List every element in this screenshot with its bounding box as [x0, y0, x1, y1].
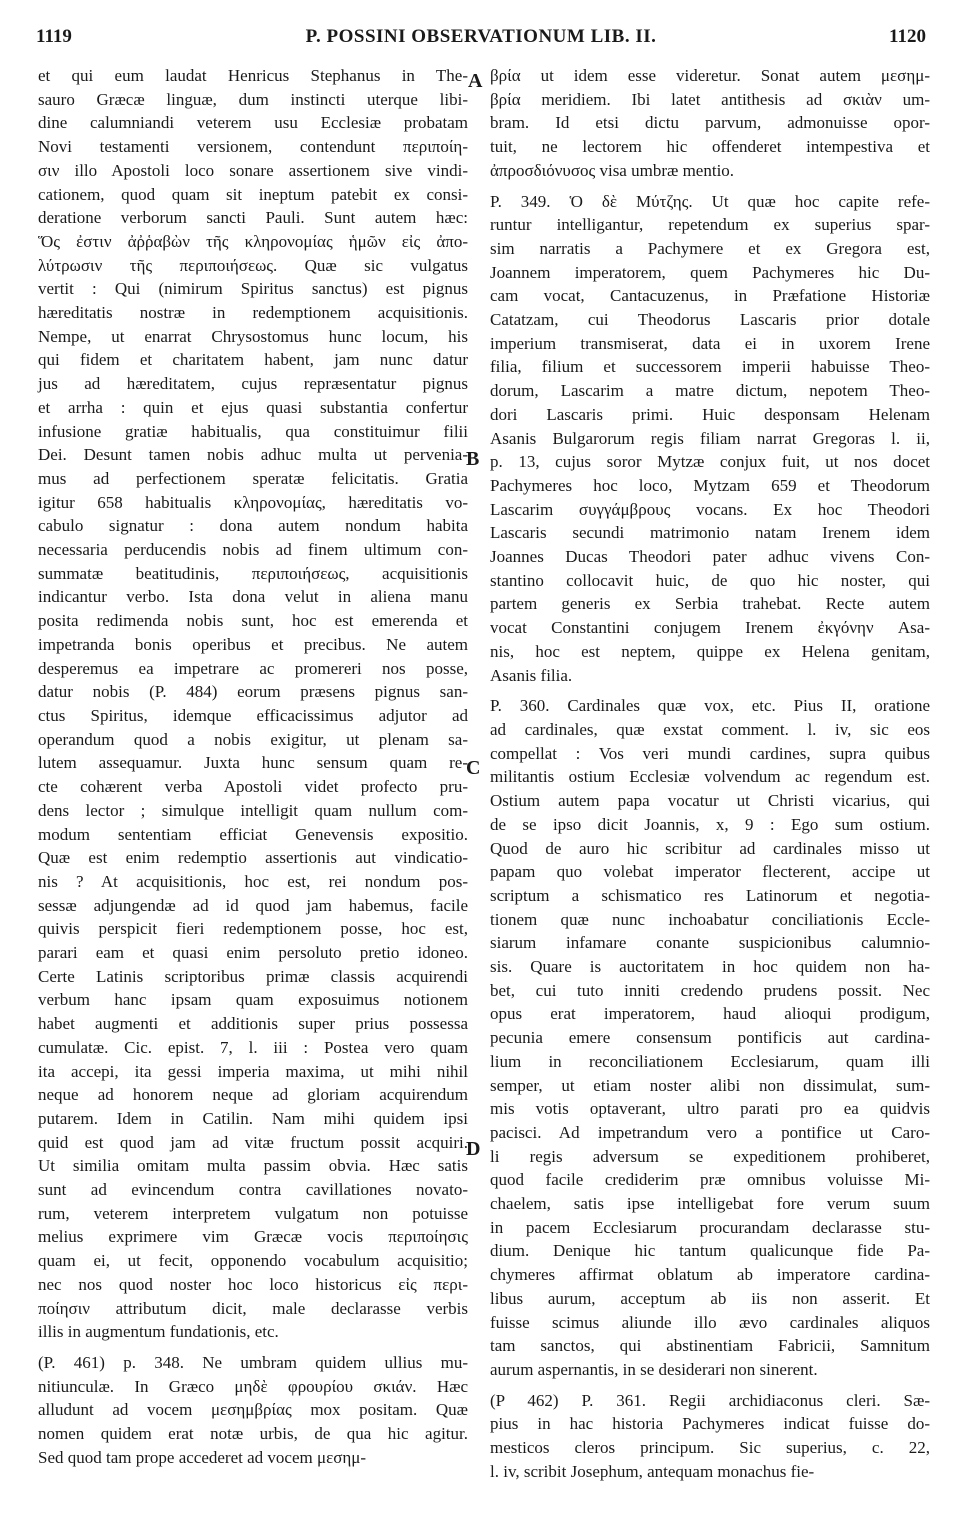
text-line: Ostium autem papa vocatur ut Christi vicarius, qui	[490, 791, 930, 811]
page-number-left: 1119	[36, 26, 72, 47]
text-line: Certe Latinis scriptoribus primæ classis acquirendi	[38, 966, 468, 986]
text-line: cte cohærent verba Apostoli videt profecto pru-	[38, 777, 468, 797]
text-line: deratione verborum sancti Pauli. Sunt autem hæc:	[38, 208, 468, 228]
paragraph-umbram	[38, 1351, 468, 1470]
text-line: putarem. Idem in Catilin. Nam mihi quidem ipsi	[38, 1108, 468, 1128]
text-line: chaelem, satis ipse intelligebat fore verum suum	[490, 1194, 930, 1214]
margin-marker-b: B	[466, 448, 480, 470]
page-number-right: 1120	[889, 26, 926, 47]
text-line: dorum, Lascarim a matre dictum, nepotem Theo-	[490, 381, 930, 401]
text-line: λύτρωσιν τῆς περιποιήσεως. Quæ sic vulgatus	[38, 255, 468, 275]
text-line: Nempe, ut enarrat Chrysostomus hunc locum, his	[38, 326, 468, 346]
text-line: et qui eum laudat Henricus Stephanus in The-	[38, 66, 468, 85]
text-line: compellat : Vos veri mundi cardines, supra quibus	[490, 743, 930, 763]
text-line: qui fidem et charitatem habent, jam nunc datur	[38, 350, 468, 370]
text-line: datur nobis (P. 484) eorum præsens pignus san-	[38, 682, 468, 702]
text-line: desperemus ea impetrare ac promereri nos posse,	[38, 658, 468, 678]
text-line: ita accepi, ita gessi imperia maxima, ut mihi nihil	[38, 1061, 468, 1081]
text-line: pius in hac historia Pachymeres indicat fuisse do-	[490, 1414, 930, 1434]
text-line: lium in reconciliationem Ecclesiarum, quam illi	[490, 1051, 930, 1071]
text-line: de se ipso dicit Joannis, x, 9 : Ego sum ostium.	[490, 814, 930, 834]
text-line: illis in augmentum fundationis, etc.	[38, 1322, 279, 1342]
text-line: cumulatæ. Cic. epist. 7, l. iii : Postea vero quam	[38, 1037, 468, 1057]
text-line: sauro Græcæ linguæ, dum instincti uterque libi-	[38, 89, 468, 109]
text-line: tuit, ne lectorem hic offenderet intempestiva et	[490, 137, 930, 157]
text-line: quod facile crediderim præ omnibus voluisse Mi-	[490, 1170, 930, 1190]
text-line: Sed quod tam prope accederet ad vocem μεσημ-	[38, 1447, 367, 1467]
margin-marker-d: D	[466, 1138, 481, 1160]
text-line: lutem assequamur. Juxta hunc sensum quam re-	[38, 753, 468, 773]
text-line: militantis ostium Ecclesiæ volvendum ac regendum est.	[490, 767, 930, 787]
text-line: sessæ adjungendæ ad id quod jam habemus, facile	[38, 895, 468, 915]
text-line: Pachymeres hoc loco, Mytzam 659 et Theodorum	[490, 475, 930, 495]
text-line: rum, veterem interpretem vulgatum non potuisse	[38, 1203, 468, 1223]
text-line: vocat Constantini conjugem Irenem ἐκγόνην Asa-	[490, 618, 930, 638]
text-line: summatæ beatitudinis, περιποιήσεως, acquisitionis	[38, 563, 468, 583]
text-line: l. iv, scribit Josephum, antequam monachus fie-	[490, 1461, 815, 1481]
text-line: aurum aspernantis, in se desiderari non sinerent.	[490, 1359, 818, 1379]
text-line: mus ad perfectionem speratæ felicitatis. Gratia	[38, 468, 468, 488]
text-line: igitur 658 habitualis κληρονομίας, hæreditatis vo-	[38, 492, 468, 512]
text-line: infusione gratiæ habitualis, qua constituimur filii	[38, 421, 468, 441]
text-line: opus erat imperatorem, haud alioqui prodigum,	[490, 1004, 930, 1024]
text-line: quam ei, ut fecit, opponendo vocabulum acquisitio;	[38, 1251, 468, 1271]
text-line: pecunia emere consensum pontificis aut cardina-	[490, 1028, 930, 1048]
text-line: nitiunculæ. In Græco μηδὲ φρουρίου σκιάν. Hæc	[38, 1376, 468, 1396]
text-line: in pacem Ecclesiarum procurandam declarasse stu-	[490, 1217, 930, 1237]
text-line: βρία ut idem esse videretur. Sonat autem μεσημ-	[490, 66, 930, 85]
text-line: Novi testamenti versionem, contendunt περιποίη-	[38, 137, 468, 157]
text-line: tam sanctos, qui abstinentiam Fabricii, Samnitum	[490, 1336, 930, 1356]
text-line: P. 360. Cardinales quæ vox, etc. Pius II, oratione	[490, 696, 930, 716]
text-line: et arrha : quin et ejus quasi substantia confertur	[38, 397, 468, 417]
text-line: stantino collocavit huic, de quo hic noster, qui	[490, 570, 930, 590]
text-line: papam quo volebat imperator flecterent, accipe ut	[490, 862, 930, 882]
text-line: quid est quod jam ad vitæ fructum possit acquiri.	[38, 1132, 468, 1152]
text-line: vertit : Qui (nimirum Spiritus sanctus) est pignus	[38, 279, 468, 299]
text-line: Joannem imperatorem, quem Pachymeres hic Du-	[490, 262, 930, 282]
margin-marker-a: A	[468, 70, 483, 92]
text-line: sis. Quare is auctoritatem in hoc quidem non ha-	[490, 957, 930, 977]
left-column	[38, 64, 468, 1469]
text-line: melius exprimere vim Græcæ vocis περιποίησις	[38, 1227, 468, 1247]
text-line: dine calumniandi veterem usu Ecclesiæ probatam	[38, 113, 468, 133]
text-line: parari eam et quasi enim persoluto pretio idoneo.	[38, 943, 468, 963]
text-line: ἀπροσδιόνυσος visa umbræ mentio.	[490, 160, 735, 180]
running-header	[36, 20, 926, 50]
text-line: ποίησιν attributum dicit, male declarasse verbis	[38, 1298, 468, 1318]
text-line: mis votis optaverant, ultro parati pro ea quidvis	[490, 1099, 930, 1119]
text-line: posita redimenda nobis sunt, hoc est emerenda et	[38, 611, 468, 631]
text-line: Asanis filia.	[490, 665, 573, 685]
text-line: dium. Denique hic tantum qualicunque fide Pa-	[490, 1241, 930, 1261]
text-line: quivis perspicit fieri redemptionem posse, hoc est,	[38, 919, 468, 939]
text-line: bram. Id etsi dictu parvum, admonuisse opor-	[490, 113, 930, 133]
text-line: Asanis Bulgarorum regis filiam narrat Gregoras l. ii,	[490, 428, 930, 448]
text-line: hæreditatis nostræ in redemptionem acquisitionis.	[38, 303, 468, 323]
paragraph-cardinales	[490, 694, 930, 1381]
margin-marker-c: C	[466, 757, 481, 779]
text-line: (P. 461) p. 348. Ne umbram quidem ullius mu-	[38, 1352, 468, 1372]
text-line: partem generis ex Serbia trahebat. Recte autem	[490, 594, 930, 614]
text-line: Catatzam, cui Theodorus Lascaris prior dotale	[490, 310, 930, 330]
text-line: jus ad hæreditatem, cujus repræsentatur pignus	[38, 374, 468, 394]
text-line: βρία meridiem. Ibi latet antithesis ad σκιὰν um-	[490, 89, 930, 109]
text-line: (P 462) P. 361. Regii archidiaconus cleri. Sæ-	[490, 1390, 930, 1410]
text-line: Ὅς ἐστιν ἀῤῥαβὼν τῆς κληρονομίας ἡμῶν εἰς ἀπο-	[38, 231, 468, 251]
text-line: nomen quidem erat notæ urbis, de qua hic agitur.	[38, 1424, 468, 1444]
text-line: nis, hoc est neptem, quippe ex Helena genitam,	[490, 641, 930, 661]
text-line: semper, ut etiam noster alibi non dissimulat, sum-	[490, 1075, 930, 1095]
text-line: Lascaris secundi matrimonio natam Irenem idem	[490, 523, 930, 543]
text-line: modum sententiam efficiat Genevensis expositio.	[38, 824, 468, 844]
text-line: cam vocat, Cantacuzenus, in Præfatione Historiæ	[490, 286, 930, 306]
text-line: scriptum a schismatico res Latinorum et negotia-	[490, 885, 930, 905]
text-line: imperium transmiserat, data ei in uxorem Irene	[490, 333, 930, 353]
paragraph-meridiem	[490, 64, 930, 183]
text-line: filia, filium et successorem imperii habuisse Theo-	[490, 357, 930, 377]
text-line: sunt ad evincendum contra cavillationes novato-	[38, 1180, 468, 1200]
text-line: Ut similia omitam multa passim obvia. Hæc satis	[38, 1156, 468, 1176]
text-line: siarum infamare conante suspicionibus calumnio-	[490, 933, 930, 953]
text-line: runtur intelligantur, repetendum ex superius spar-	[490, 215, 930, 235]
text-line: cabulo signatur : dona autem nondum habita	[38, 516, 468, 536]
text-line: neque ad honorem neque ad gloriam acquirendum	[38, 1085, 468, 1105]
text-line: bet, cui tuto inniti credendo prudens possit. Nec	[490, 980, 930, 1000]
text-line: operandum quod a nobis exigitur, ut plenam sa-	[38, 729, 468, 749]
text-line: ad cardinales, quæ exstat comment. l. iv, sic eos	[490, 719, 930, 739]
text-line: Joannes Ducas Theodori pater adhuc vivens Con-	[490, 547, 930, 567]
paragraph-mytzes	[490, 190, 930, 688]
text-line: Dei. Desunt tamen nobis adhuc multa ut pervenia-	[38, 445, 468, 465]
text-line: Lascarim συγγάμβρους vocans. Ex hoc Theodori	[490, 499, 930, 519]
text-line: tionem quæ nunc inchoabatur conciliationis Eccle-	[490, 909, 930, 929]
text-line: pacisci. Ad impetrandum vero a pontifice ut Caro-	[490, 1122, 930, 1142]
text-line: Quæ est enim redemptio assertionis aut vindicatio-	[38, 848, 468, 868]
right-column	[490, 64, 930, 1483]
text-line: impetranda bonis operibus et precibus. Ne autem	[38, 634, 468, 654]
text-line: alludunt ad vocem μεσημβρίας mox positam. Quæ	[38, 1400, 468, 1420]
text-line: mesticos cleros principum. Sic superius, c. 22,	[490, 1438, 930, 1458]
text-line: li regis adversum se expeditionem prohiberet,	[490, 1146, 930, 1166]
text-line: ctus Spiritus, idemque efficacissimus adjutor ad	[38, 705, 468, 725]
text-line: habet augmenti et additionis super prius possessa	[38, 1014, 468, 1034]
text-line: libus aurum, acceptum ab iis non asserit. Et	[490, 1288, 930, 1308]
text-line: dori Lascaris primi. Huic desponsam Helenam	[490, 404, 930, 424]
text-line: P. 349. Ὁ δὲ Μύτζης. Ut quæ hoc capite refe-	[490, 191, 930, 211]
text-line: Quod de auro hic scribitur ad cardinales misso ut	[490, 838, 930, 858]
text-line: nec nos quod noster hoc loco historicus εἰς περι-	[38, 1274, 468, 1294]
text-line: dens lector ; simulque intelligit quam nullum com-	[38, 800, 468, 820]
text-line: necessaria perducendis nobis ad finem ultimum con-	[38, 540, 468, 560]
text-line: cationem, quod quam sit ineptum patebit ex consi-	[38, 184, 468, 204]
text-line: p. 13, cujus soror Mytzæ conjux fuit, ut nos docet	[490, 452, 930, 472]
paragraph-archidiaconus	[490, 1389, 930, 1484]
text-line: indicantur verbo. Ista dona velut in aliena manu	[38, 587, 468, 607]
paragraph-assertio	[38, 64, 468, 1344]
running-title: P. POSSINI OBSERVATIONUM LIB. II.	[305, 26, 657, 47]
text-line: chymeres affirmat oblatum ab imperatore cardina-	[490, 1265, 930, 1285]
text-line: σιν illo Apostoli loco sonare assertionem sive vindi-	[38, 160, 468, 180]
text-line: fuisse scimus aliunde illo ævo cardinales aliquos	[490, 1312, 930, 1332]
text-line: sim narratis a Pachymere et ex Gregora est,	[490, 238, 930, 258]
text-line: nis ? At acquisitionis, hoc est, rei nondum pos-	[38, 871, 468, 891]
text-line: verbum hanc ipsam quam exposuimus notionem	[38, 990, 468, 1010]
